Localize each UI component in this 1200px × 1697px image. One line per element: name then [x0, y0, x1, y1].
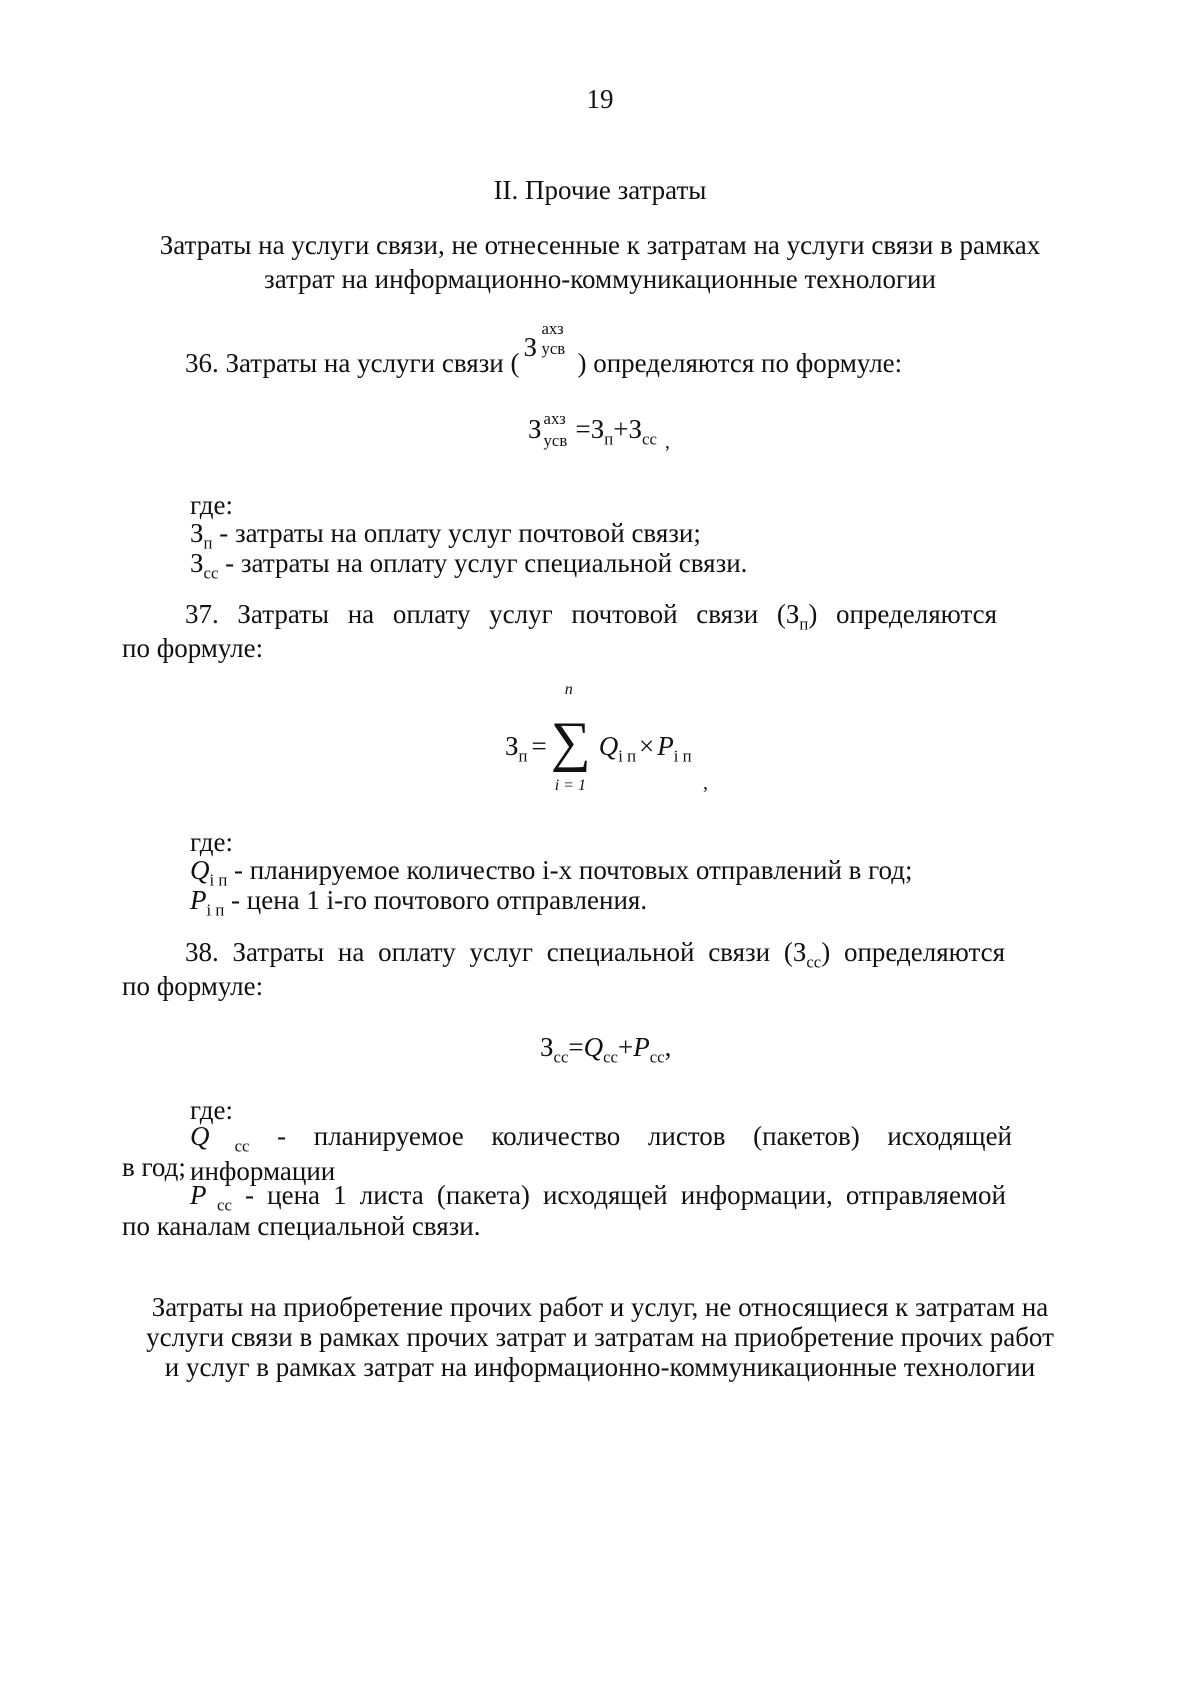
heading-2-line-1: Затраты на приобретение прочих работ и услуг, не относящиеся к затратам на: [151, 1292, 1049, 1322]
formula-36: З ахз усв $=З_п+З_{сс}$ $_,$: [528, 409, 670, 453]
where-label-37: где:: [190, 827, 233, 857]
paragraph-38-line-2: по формуле:: [122, 971, 264, 1001]
section-title: II. Прочие затраты: [493, 175, 707, 205]
definition-p-ss: P $_{сс}$ - цена 1 листа (пакета) исходящей информации, отправляемой: [190, 1180, 1006, 1215]
formula-37: $З_п$ = ∑ n i = 1 $Q_{i п} \times P_{i п}$: [505, 681, 692, 794]
where-label-38: где:: [190, 1095, 233, 1125]
formula-38: $З_{сс}=Q_{сс}+P_{сс}$,: [540, 1032, 672, 1067]
heading-1-line-1: Затраты на услуги связи, не отнесенные к затратам на услуги связи в рамках: [159, 230, 1041, 260]
definition-p-ss-continued: по каналам специальной связи.: [122, 1211, 481, 1241]
definition-q-ss-continued: в год;: [122, 1152, 186, 1182]
where-label-36: где:: [190, 490, 233, 520]
definition-p-ip: $P_{i п}$ - цена 1 i-го почтового отправления.: [190, 885, 648, 920]
paragraph-36-text: 36. Затраты на услуги связи ( З ахз усв ) определяются по формуле:: [185, 319, 903, 378]
heading-2-line-3: и услуг в рамках затрат на информационно-коммуникационные технологии: [164, 1352, 1036, 1382]
paragraph-37-line-2: по формуле:: [122, 633, 264, 663]
definition-z-p: $З_п$ - затраты на оплату услуг почтовой связи;: [190, 518, 701, 553]
heading-2-line-2: услуги связи в рамках прочих затрат и затратам на приобретение прочих работ: [146, 1322, 1054, 1352]
page-number: 19: [586, 84, 614, 114]
sum-operator: ∑ n i = 1: [550, 681, 591, 794]
definition-q-ip: $Q_{i п}$ - планируемое количество i-х почтовых отправлений в год;: [190, 855, 913, 890]
definition-z-ss: $З_{сс}$ - затраты на оплату услуг специальной связи.: [190, 548, 748, 583]
definition-q-ss: Q $_{сс}$ - планируемое количество листов (пакетов) исходящей информации: [190, 1121, 1013, 1187]
inline-symbol: З ахз усв: [523, 319, 566, 362]
paragraph-38-line-1: 38. Затраты на оплату услуг специальной связи $(З_{сс})$ определяются: [185, 937, 1006, 972]
heading-1-line-2: затрат на информационно-коммуникационные технологии: [264, 264, 936, 294]
paragraph-37-line-1: 37. Затраты на оплату услуг почтовой связи $(З_п)$ определяются: [185, 599, 997, 634]
formula-37-comma: ,: [703, 772, 708, 794]
